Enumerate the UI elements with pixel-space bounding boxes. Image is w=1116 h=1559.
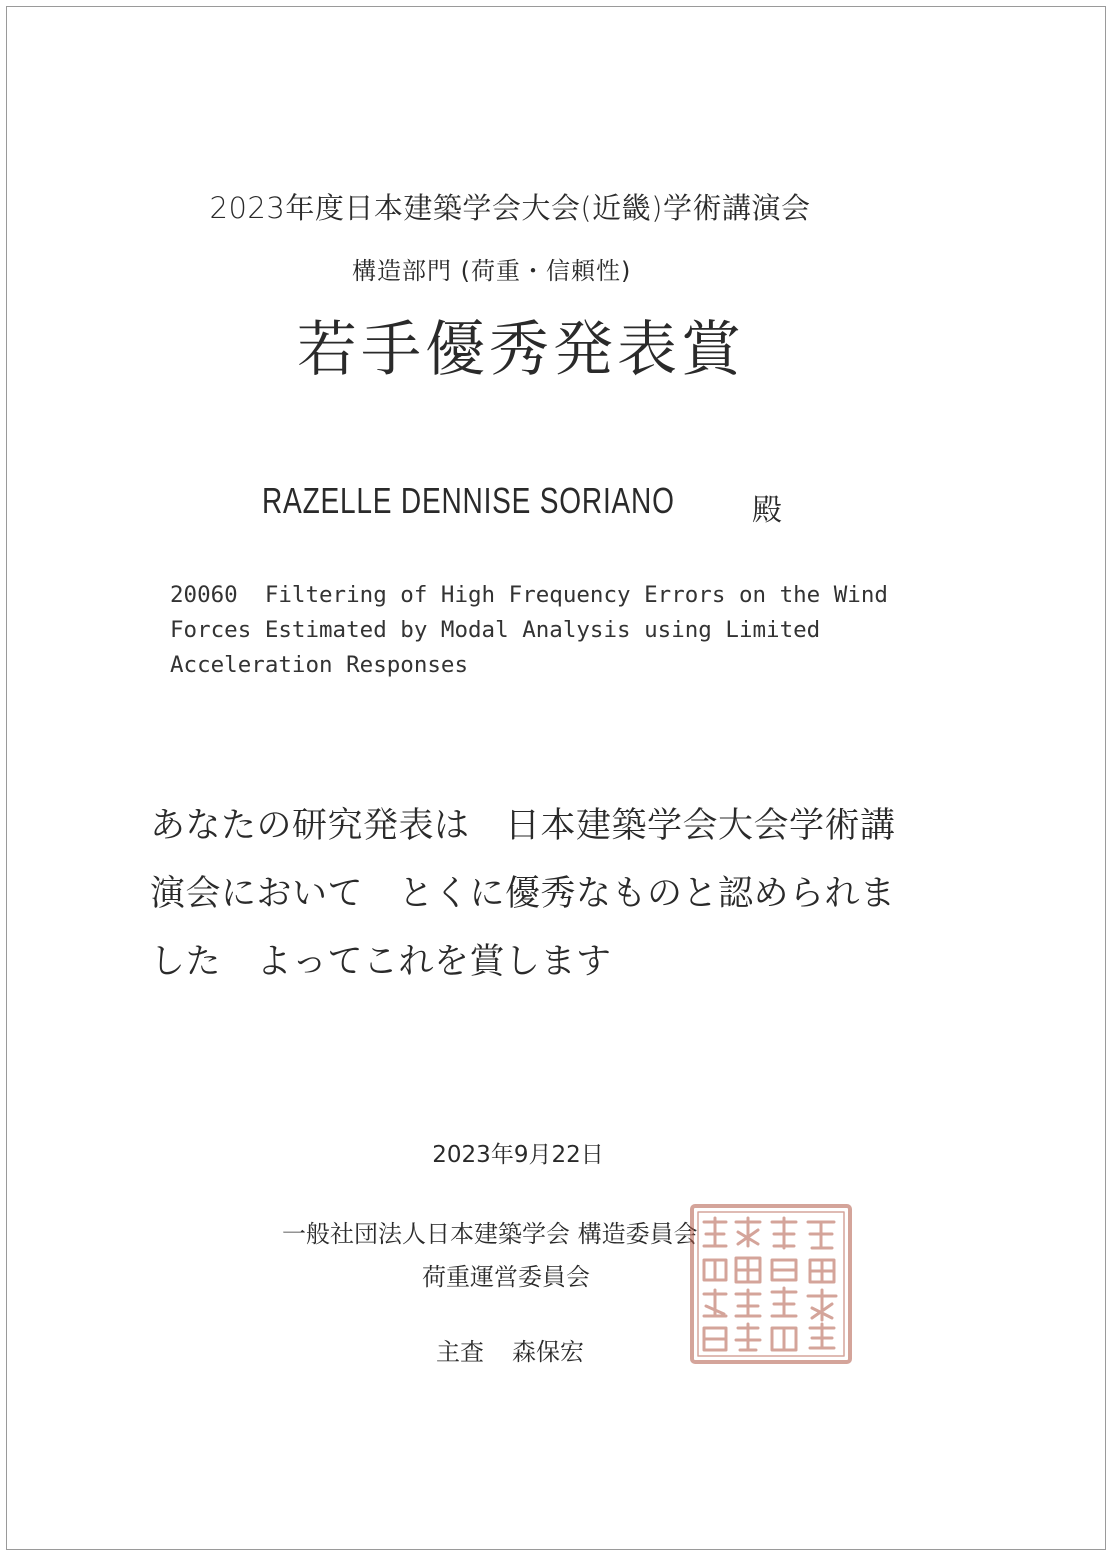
citation-line: 演会において とくに優秀なものと認められま bbox=[150, 874, 896, 914]
event-title: 2023年度日本建築学会大会(近畿)学術講演会 bbox=[209, 191, 811, 225]
paper-title bbox=[170, 578, 888, 683]
chair-name: 森保宏 bbox=[512, 1338, 584, 1366]
recipient-honorific: 殿 bbox=[752, 493, 782, 528]
issuer-committee: 荷重運営委員会 bbox=[422, 1263, 590, 1291]
chair-title: 主査 bbox=[436, 1338, 484, 1366]
official-seal-icon bbox=[686, 1200, 856, 1368]
issuer-organization: 一般社団法人日本建築学会 構造委員会 bbox=[282, 1220, 698, 1248]
paper-line: Forces Estimated by Modal Analysis using Limited bbox=[170, 617, 821, 643]
citation-line: した よってこれを賞します bbox=[150, 942, 612, 982]
citation-text bbox=[150, 792, 896, 996]
certificate-border bbox=[6, 6, 1106, 1550]
citation-line: あなたの研究発表は 日本建築学会大会学術講 bbox=[150, 806, 896, 846]
award-date: 2023年9月22日 bbox=[432, 1142, 604, 1168]
paper-line: Acceleration Responses bbox=[170, 652, 469, 678]
issuer-chair bbox=[436, 1332, 584, 1367]
paper-line: 20060 Filtering of High Frequency Errors on the Wind bbox=[170, 582, 888, 608]
recipient-name: RAZELLE DENNISE SORIANO bbox=[262, 480, 675, 521]
division-label: 構造部門 (荷重・信頼性) bbox=[352, 257, 632, 285]
award-title: 若手優秀発表賞 bbox=[297, 315, 745, 385]
